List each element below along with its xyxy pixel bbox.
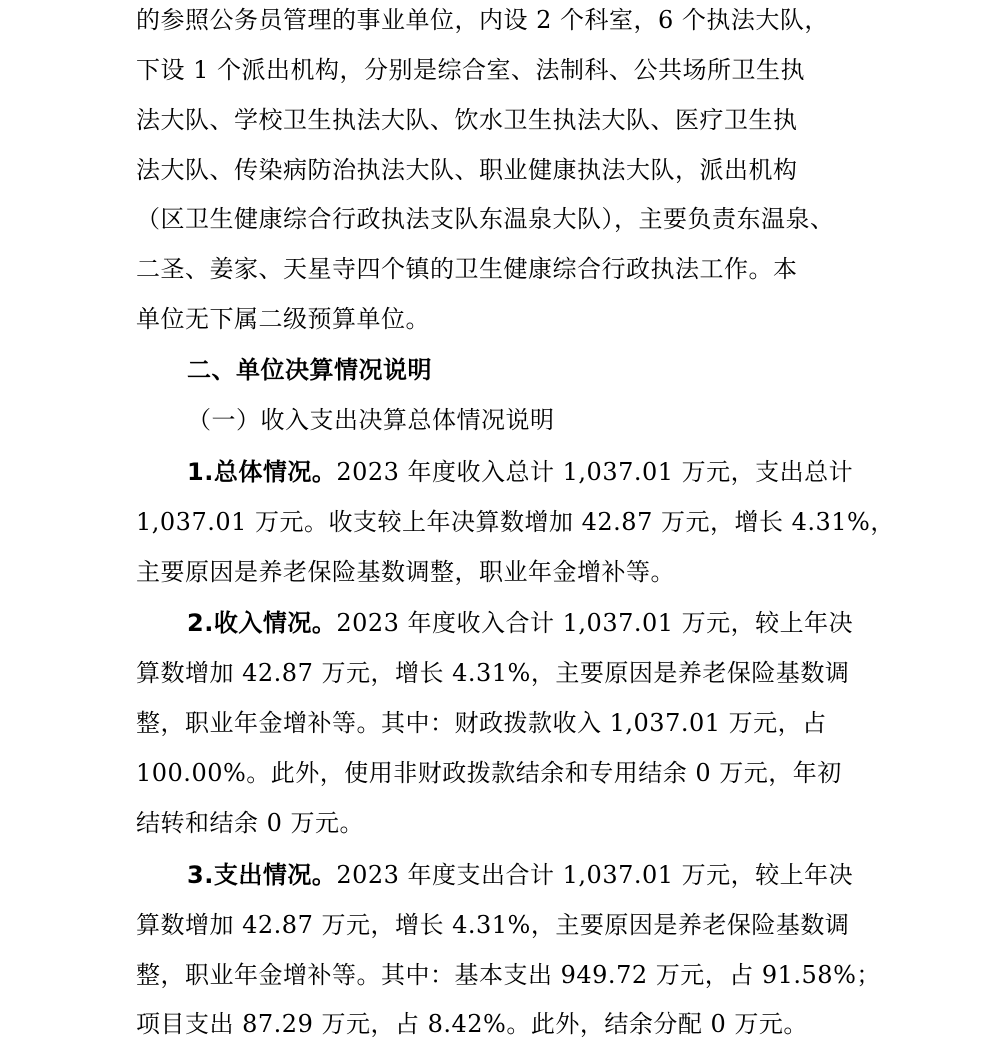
intro-line-7: 单位无下属二级预算单位。 — [136, 305, 430, 333]
item1-line-2: 1,037.01 万元。收支较上年决算数增加 42.87 万元，增长 4.31%， — [136, 508, 895, 536]
intro-line-1: 的参照公务员管理的事业单位，内设 2 个科室，6 个执法大队， — [136, 6, 829, 34]
intro-line-6: 二圣、姜家、天星寺四个镇的卫生健康综合行政执法工作。本 — [136, 255, 798, 283]
item2-line-4: 100.00%。此外，使用非财政拨款结余和专用结余 0 万元，年初 — [136, 759, 842, 787]
item3-label: 3.支出情况。 — [187, 861, 337, 889]
item1-line-3: 主要原因是养老保险基数调整，职业年金增补等。 — [136, 558, 675, 586]
item3-text: 2023 年度支出合计 1,037.01 万元，较上年决 — [336, 861, 854, 889]
item3-line-2: 算数增加 42.87 万元，增长 4.31%，主要原因是养老保险基数调 — [136, 911, 850, 939]
item1-first-line — [187, 452, 947, 492]
item1-text: 2023 年度收入总计 1,037.01 万元，支出总计 — [336, 458, 854, 486]
item2-line-2: 算数增加 42.87 万元，增长 4.31%，主要原因是养老保险基数调 — [136, 659, 850, 687]
subsection-heading: （一）收入支出决算总体情况说明 — [187, 406, 555, 434]
item1-label: 1.总体情况。 — [187, 458, 337, 486]
intro-line-4: 法大队、传染病防治执法大队、职业健康执法大队，派出机构 — [136, 156, 798, 184]
intro-line-3: 法大队、学校卫生执法大队、饮水卫生执法大队、医疗卫生执 — [136, 106, 798, 134]
intro-line-5: （区卫生健康综合行政执法支队东温泉大队），主要负责东温泉、 — [136, 205, 835, 233]
item3-line-4: 项目支出 87.29 万元，占 8.42%。此外，结余分配 0 万元。 — [136, 1010, 808, 1038]
section-heading: 二、单位决算情况说明 — [187, 356, 432, 384]
item2-text: 2023 年度收入合计 1,037.01 万元，较上年决 — [336, 609, 854, 637]
item2-first-line — [187, 603, 947, 643]
item2-line-5: 结转和结余 0 万元。 — [136, 809, 365, 837]
item2-line-3: 整，职业年金增补等。其中：财政拨款收入 1,037.01 万元，占 — [136, 709, 827, 737]
item2-label: 2.收入情况。 — [187, 609, 337, 637]
intro-line-2: 下设 1 个派出机构，分别是综合室、法制科、公共场所卫生执 — [136, 56, 806, 84]
item3-first-line — [187, 855, 947, 895]
item3-line-3: 整，职业年金增补等。其中：基本支出 949.72 万元，占 91.58%； — [136, 961, 881, 989]
